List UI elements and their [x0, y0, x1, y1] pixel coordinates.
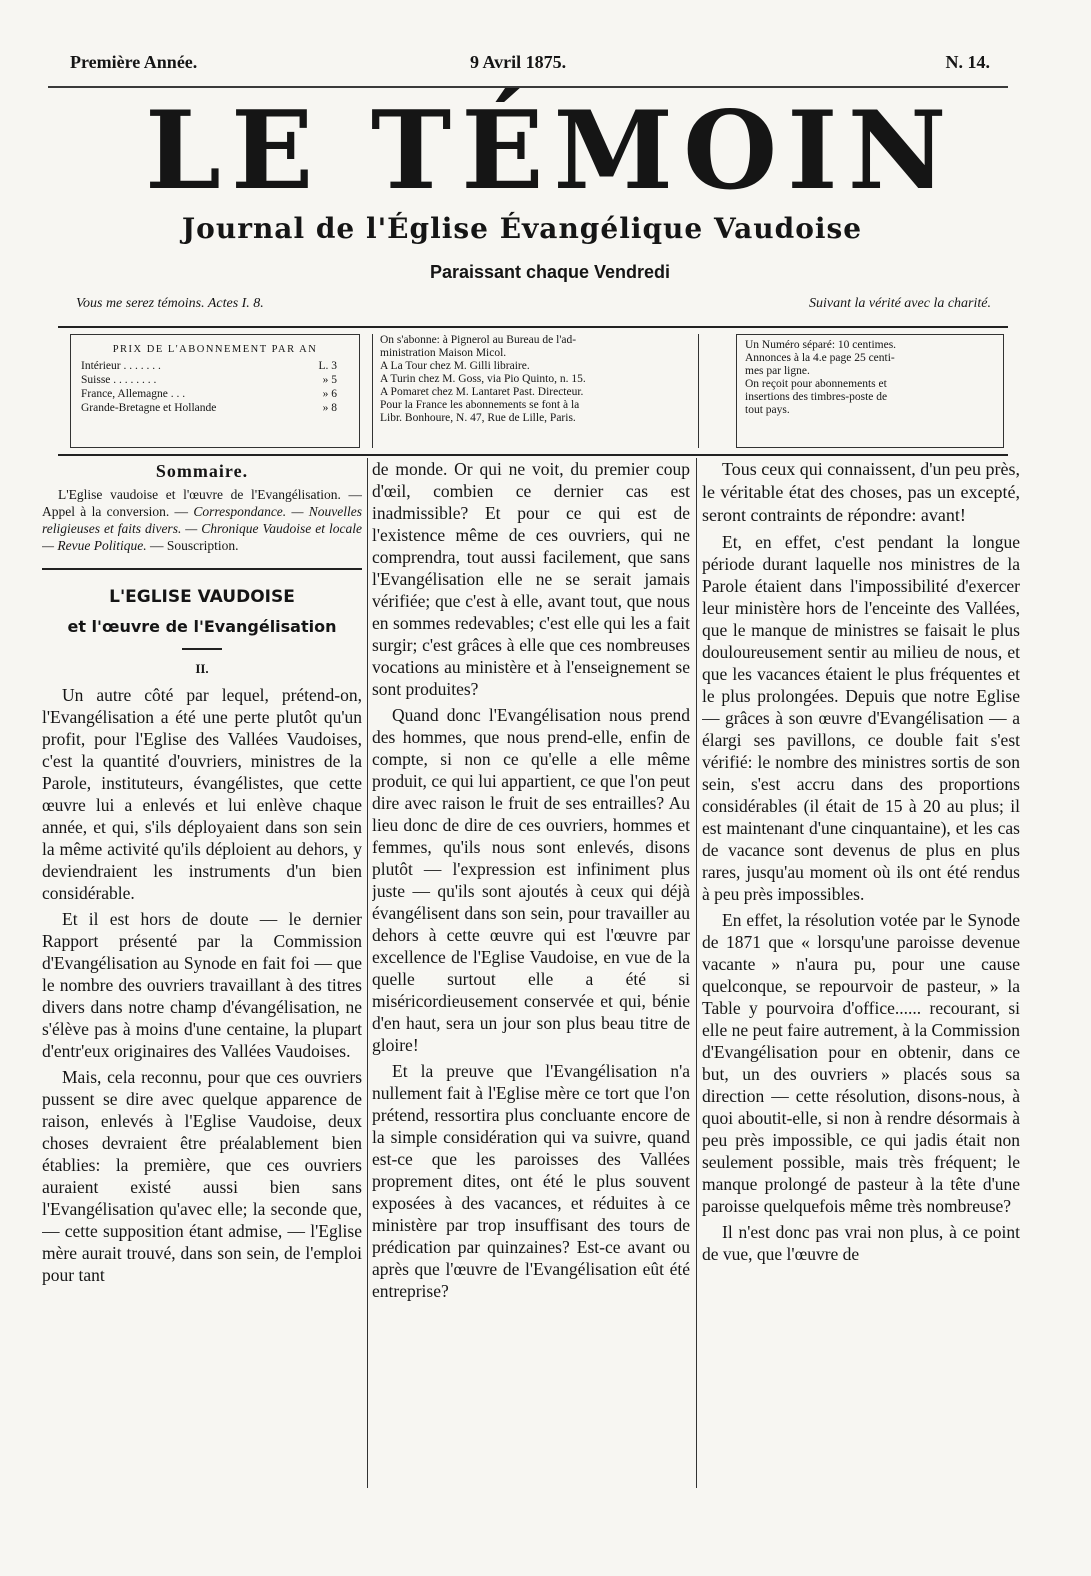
- paragraph: de monde. Or qui ne voit, du premier coup d'œil, combien ce dernier cas est inadmissible? Et pour ce qui est de l'existence même de ces ouvriers, qui ne comprendra, tout aussi facilement, que sans l'Evangélisation elle ne se serait jamais vérifiée; que c'est à elle, avant tout, que nous en sommes redevables; c'est elle qui les a fait surgir; c'est grâces à elle que ces nombreuses vocations au ministère et à l'enseignement se sont produites?: [372, 459, 690, 699]
- price-row: [81, 374, 349, 388]
- year-label: Première Année.: [70, 52, 198, 72]
- sommaire-part: — Souscription.: [146, 538, 239, 553]
- paragraph: En effet, la résolution votée par le Synode de 1871 que « lorsqu'une paroisse devenue vacante » n'aura pu, pour une cause quelconque, se repourvoir de pasteur, » la Table y pourvoira d'office...... recourant, si elle ne peut faire autrement, à la Commission d'Evangélisation pour en obtenir, dans ce but, un des ouvriers » placés sous sa direction — cette résolution, disons-nous, à quoi aboutit-elle, si non à rendre désormais à peu près impossible, ce qui jadis était non seulement possible, mais très fréquent; le manque prolongé de pasteur à la tête d'une paroisse quelquefois même très nombreuse?: [702, 910, 1020, 1216]
- sommaire-part: Correspondance. — Nouvelles religieuses et faits divers. — Chronique Vaudoise et locale — Revue Politique.: [42, 504, 362, 553]
- sommaire-body: [42, 486, 362, 554]
- separator-rule: [42, 568, 362, 570]
- article-title: L'EGLISE VAUDOISE: [109, 587, 295, 607]
- column-2: [372, 458, 690, 1498]
- location-line: Pour la France les abonnements se font à la: [380, 399, 580, 411]
- note-line: tout pays.: [745, 404, 790, 416]
- subscription-locations: [380, 334, 688, 425]
- masthead-subtitle: Journal de l'Église Évangélique Vaudoise: [181, 212, 863, 245]
- section-number: II.: [195, 661, 209, 676]
- masthead-title: LE TÉMOIN: [145, 88, 957, 214]
- epigraph-left: Vous me serez témoins. Actes I. 8.: [76, 296, 264, 311]
- box-divider: [372, 334, 373, 448]
- sommaire-part: L'Eglise vaudoise et l'œuvre de l'Evangélisation. — Appel à la conversion. —: [42, 487, 362, 519]
- price-row: [81, 360, 349, 374]
- issue-number: N. 14.: [945, 52, 990, 72]
- note-line: Annonces à la 4.e page 25 centi-: [745, 352, 895, 364]
- paragraph: Et la preuve que l'Evangélisation n'a nullement fait à l'Eglise mère ce tort que l'on prétend, ressortira plus concluante encore de la simple considération qui va suivre, quand est-ce que les paroisses des Vallées proprement dites, ont été le plus souvent exposées à des vacances, et réduites à ce ministère par trop insuffisant des tours de prédication par quinzaines? Est-ce avant ou après que l'œuvre de l'Evangélisation eût été entreprise?: [372, 1061, 690, 1301]
- note-line: Un Numéro séparé: 10 centimes.: [745, 339, 897, 351]
- subscription-notes: [736, 334, 1004, 448]
- location-line: A La Tour chez M. Gilli libraire.: [380, 360, 530, 372]
- column-rule: [696, 458, 697, 1488]
- price-heading: PRIX DE L'ABONNEMENT PAR AN: [112, 344, 318, 355]
- paragraph: Tous ceux qui connaissent, d'un peu près, le véritable état des choses, pas un excepté, seront contraints de répondre: avant!: [702, 459, 1020, 525]
- price-value: L. 3: [318, 360, 337, 372]
- paragraph: Et, en effet, c'est pendant la longue période durant laquelle nos ministres de la Parole étaient dans l'impossibilité d'exercer leur ministère hors de l'enceinte des Vallées, que le manque de ministres se faisait le plus douloureusement sentir au milieu de nous, et que les vacances étaient le plus fréquentes et le plus prolongées. Depuis que notre Eglise — grâces à son œuvre d'Evangélisation — a élargi ses pavillons, ce double fait s'est vérifié: le nombre des ministres sortis de son sein, s'est accru dans des proportions considérables (il était de 15 à 20 au plus; il est maintenant d'une cinquantaine), et les cas de vacance sont devenus de plus en plus rares, jusqu'au moment où ils ont été rendus à peu près impossibles.: [702, 532, 1020, 904]
- subscription-box: [58, 326, 1008, 456]
- note-line: mes par ligne.: [745, 365, 810, 377]
- price-value: » 5: [322, 374, 337, 386]
- paragraph: Et il est hors de doute — le dernier Rapport présenté par la Commission d'Evangélisation au Synode en fait foi — que le nombre des ouvriers travaillant à des titres divers dans notre champ d'évangélisation, ne s'élève pas à moins d'une centaine, la plupart d'entr'eux originaires des Vallées Vaudoises.: [42, 909, 362, 1061]
- location-line: On s'abonne: à Pignerol au Bureau de l'ad-: [380, 334, 577, 346]
- price-value: » 6: [322, 388, 337, 400]
- location-line: ministration Maison Micol.: [380, 347, 507, 359]
- price-row: [81, 402, 349, 416]
- price-region: France, Allemagne . . .: [81, 388, 186, 400]
- paragraph: Un autre côté par lequel, prétend-on, l'Evangélisation a été une perte plutôt qu'un profit, pour l'Eglise des Vallées Vaudoises, c'est la quantité d'ouvriers, ministres de la Parole, instituteurs, évangélistes, que cette œuvre lui a enlevés et lui enlève chaque année, et qui, s'ils déployaient dans son sein la même activité qu'ils déploient au dehors, y deviendraient les instruments d'un bien considérable.: [42, 685, 362, 903]
- column-rule: [367, 458, 368, 1488]
- column-3: [702, 458, 1020, 1498]
- location-line: A Pomaret chez M. Lantaret Past. Directeur.: [380, 386, 584, 398]
- dateline: [70, 52, 990, 76]
- sommaire-title: Sommaire.: [155, 461, 249, 481]
- price-row: [81, 388, 349, 402]
- price-region: Grande-Bretagne et Hollande: [81, 402, 217, 414]
- location-line: Libr. Bonhoure, N. 47, Rue de Lille, Paris.: [380, 412, 576, 424]
- note-line: insertions des timbres-poste de: [745, 391, 888, 403]
- article-subtitle: et l'œuvre de l'Evangélisation: [67, 617, 337, 636]
- price-region: Intérieur . . . . . . .: [81, 360, 161, 372]
- paragraph: Quand donc l'Evangélisation nous prend des hommes, que nous prend-elle, enfin de compte, si non ce qu'elle a elle même produit, ce qui lui appartient, ce que l'on peut dire avec raison le fruit de ses entrailles? Au lieu donc de dire de ces ouvriers, hommes et femmes, qu'ils nous sont enlevés, disons plutôt — l'expression est infiniment plus juste — qu'ils sont ajoutés à ceux qui déjà évangélisent dans son sein, pour travailler au dehors à cette œuvre qui est l'œuvre par excellence de l'Eglise Vaudoise, en vue de la quelle surtout elle a été si miséricordieusement conservée et qui, bénie d'en haut, sera un jour son plus beau titre de gloire!: [372, 705, 690, 1055]
- column-1: [42, 458, 362, 1498]
- paragraph: Il n'est donc pas vrai non plus, à ce point de vue, que l'œuvre de: [702, 1222, 1020, 1264]
- note-line: On reçoit pour abonnements et: [745, 378, 887, 390]
- paragraph: Mais, cela reconnu, pour que ces ouvriers pussent se dire avec quelque apparence de raison, enlevés à l'Eglise Vaudoise, deux choses devraient être préalablement bien établies: la première, que ces ouvriers auraient existé aussi bien sans l'Evangélisation qu'avec elle; la seconde que, — cette supposition étant admise, — l'Eglise mère aurait trouvé, dans son sein, de l'emploi pour tant: [42, 1067, 362, 1285]
- price-value: » 8: [322, 402, 337, 414]
- box-divider: [698, 334, 699, 448]
- price-region: Suisse . . . . . . . .: [81, 374, 157, 386]
- short-rule: [182, 648, 222, 650]
- location-line: A Turin chez M. Goss, via Pio Quinto, n. 15.: [380, 373, 586, 385]
- epigraph-right: Suivant la vérité avec la charité.: [809, 296, 991, 311]
- issue-date: 9 Avril 1875.: [470, 52, 567, 72]
- price-table: [70, 334, 360, 448]
- periodicity: Paraissant chaque Vendredi: [429, 262, 671, 282]
